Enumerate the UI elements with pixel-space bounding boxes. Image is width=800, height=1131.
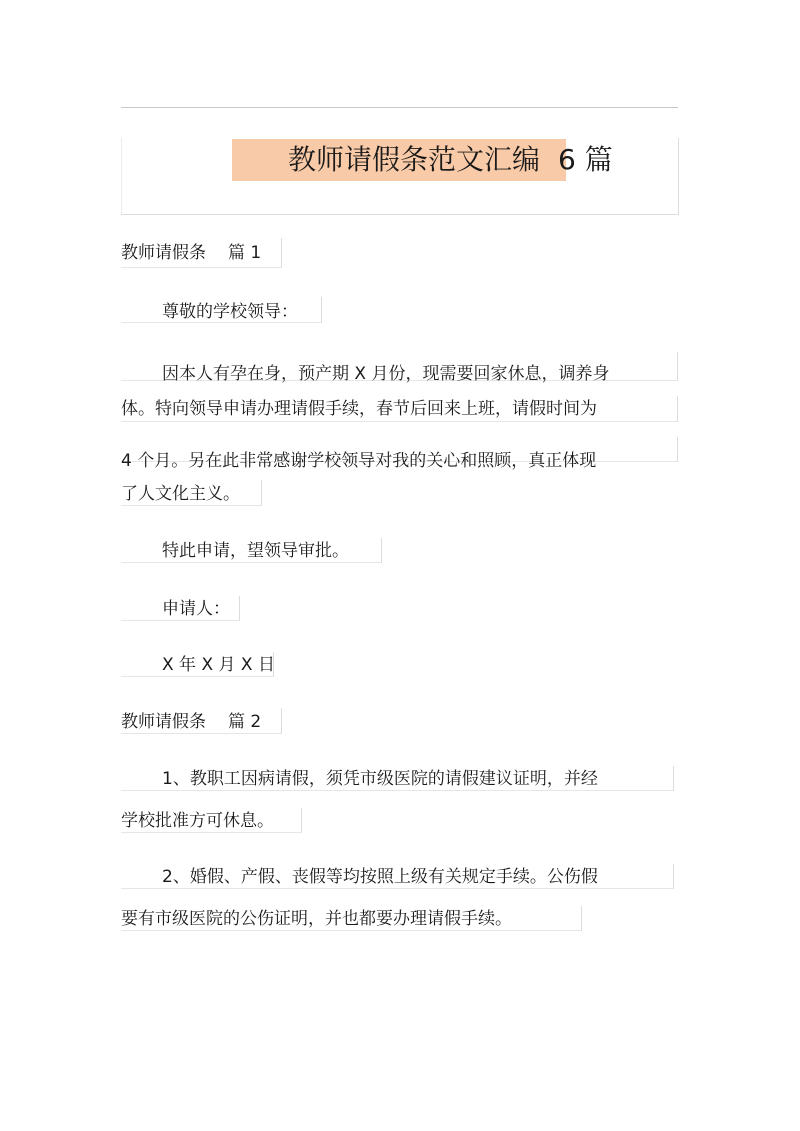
rule-2-line-2: 要有市级医院的公伤证明，并也都要办理请假手续。 [121, 909, 512, 929]
paragraph-1-line-2: 体。特向领导申请办理请假手续，春节后回来上班，请假时间为 [121, 399, 597, 419]
section-1-heading-number: 篇 1 [228, 243, 262, 263]
top-rule [121, 107, 678, 108]
applicant-label: 申请人： [162, 599, 230, 619]
section-1-heading-text: 教师请假条 [121, 243, 206, 263]
section-2-heading [121, 710, 261, 734]
section-1-heading [121, 241, 261, 265]
date-line: X 年 X 月 X 日 [162, 655, 275, 675]
section-2-heading-text: 教师请假条 [121, 712, 206, 732]
rule-2-line-1: 2、婚假、产假、丧假等均按照上级有关规定手续。公伤假 [162, 867, 598, 887]
title-count: 6 篇 [558, 143, 613, 176]
title-main: 教师请假条范文汇编 [288, 143, 541, 176]
rule-1-line-2: 学校批准方可休息。 [121, 811, 274, 831]
document-title [288, 140, 613, 180]
section-2-heading-number: 篇 2 [228, 712, 262, 732]
paragraph-1-line-3: 4 个月。另在此非常感谢学校领导对我的关心和照顾，真正体现 [121, 451, 597, 471]
request-line: 特此申请，望领导审批。 [162, 541, 349, 561]
paragraph-1-line-4: 了人文化主义。 [121, 484, 240, 504]
salutation: 尊敬的学校领导： [162, 302, 298, 322]
rule-1-line-1: 1、教职工因病请假，须凭市级医院的请假建议证明，并经 [162, 769, 598, 789]
paragraph-1-line-1: 因本人有孕在身，预产期 X 月份，现需要回家休息，调养身 [162, 364, 610, 384]
